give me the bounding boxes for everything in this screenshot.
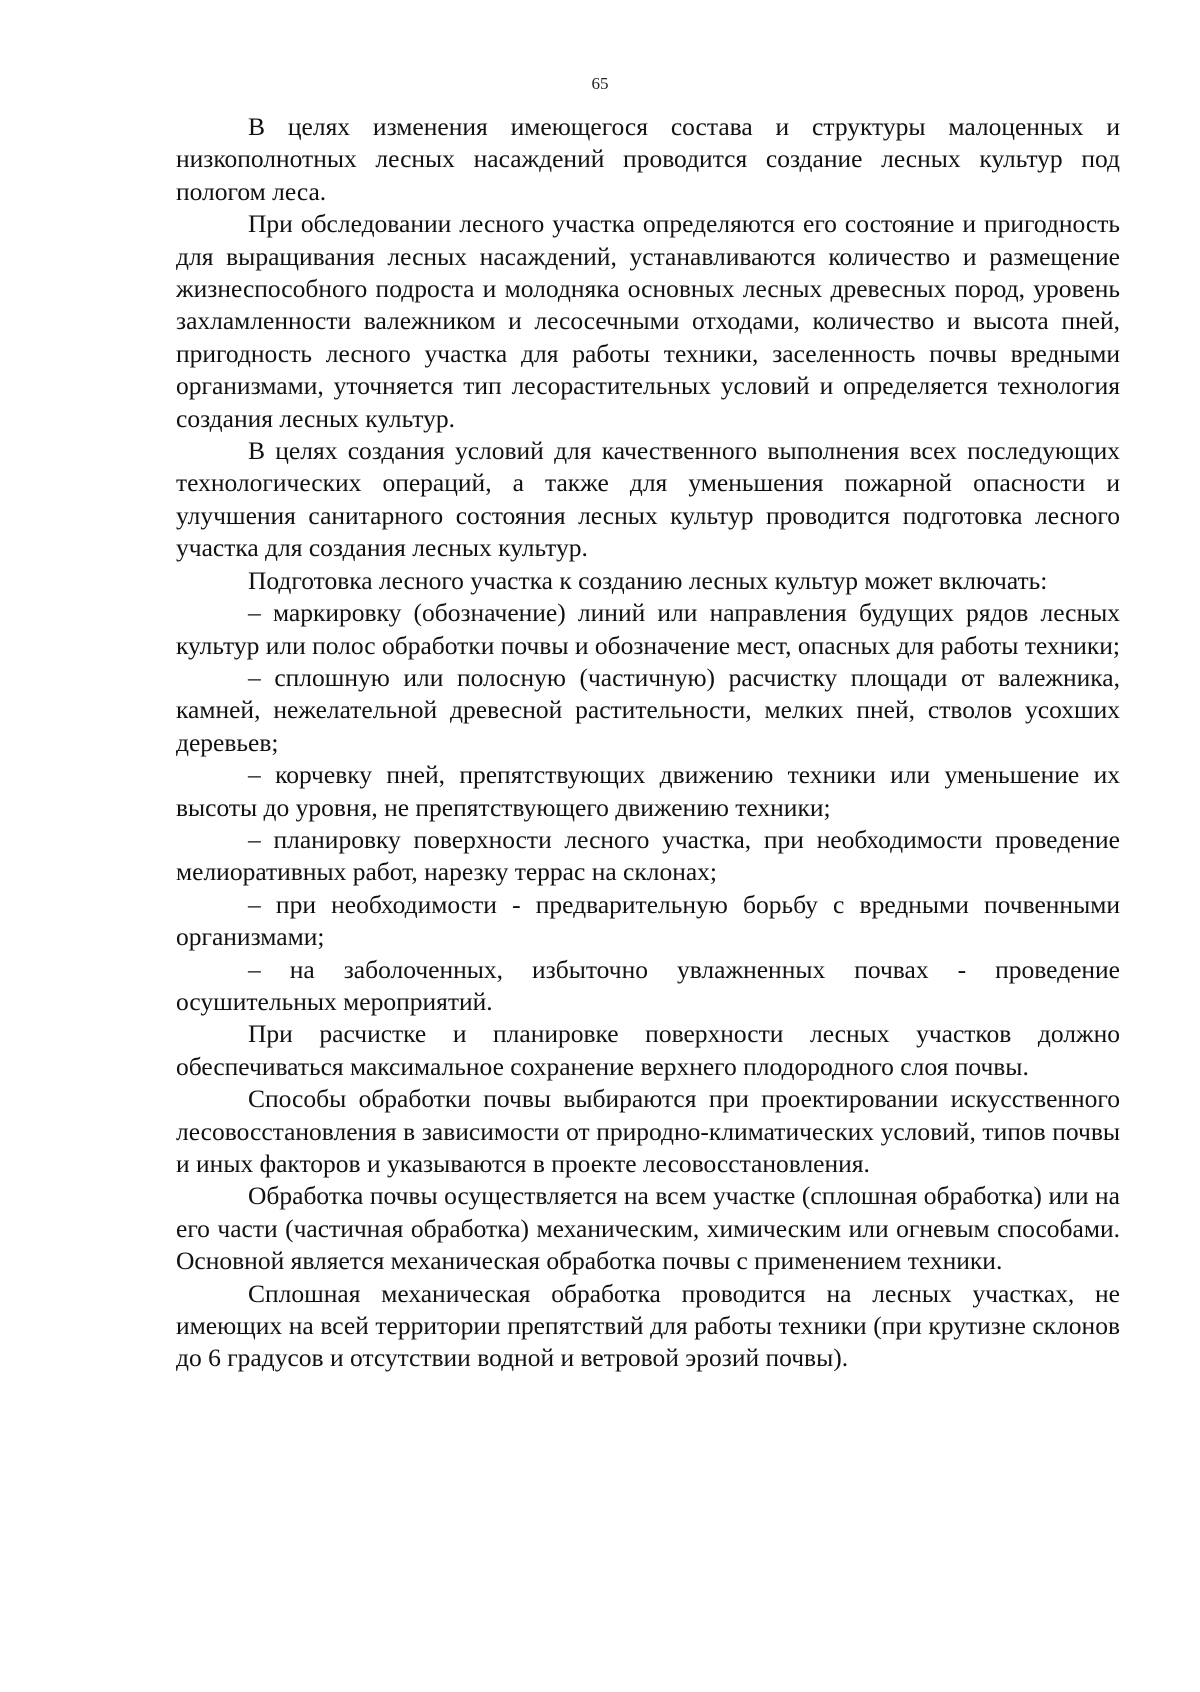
- list-item-pest-control: – при необходимости - предварительную борьбу с вредными почвенными организмами;: [176, 889, 1120, 952]
- document-body: [176, 111, 1120, 1375]
- list-item-uprooting: – корчевку пней, препятствующих движению техники или уменьшение их высоты до уровня, не препятствующего движению техники;: [176, 760, 1120, 822]
- paragraph-4: Подготовка лесного участка к созданию лесных культур может включать:: [248, 565, 1048, 595]
- paragraph-6: Способы обработки почвы выбираются при проектировании искусственного лесовосстановления в зависимости от природно-климатических условий, типов почвы и иных факторов и указываются в проекте лесовосстановления.: [176, 1084, 1120, 1178]
- list-item-marking: – маркировку (обозначение) линий или направления будущих рядов лесных культур или полос обработки почвы и обозначение мест, опасных для работы техники;: [176, 598, 1120, 660]
- paragraph-1: В целях изменения имеющегося состава и структуры малоценных и низкополнотных лесных насаждений проводится создание лесных культур под пологом леса.: [176, 112, 1120, 206]
- paragraph-7: Обработка почвы осуществляется на всем участке (сплошная обработка) или на его части (частичная обработка) механическим, химическим или огневым способами. Основной является механическая обработка почвы с применением техники.: [176, 1181, 1120, 1276]
- paragraph-5: При расчистке и планировке поверхности лесных участков должно обеспечиваться максимальное сохранение верхнего плодородного слоя почвы.: [176, 1019, 1120, 1081]
- page-number: 65: [591, 74, 609, 93]
- list-item-clearing: – сплошную или полосную (частичную) расчистку площади от валежника, камней, нежелательной древесной растительности, мелких пней, стволов усохших деревьев;: [176, 662, 1120, 757]
- list-item-planning: – планировку поверхности лесного участка, при необходимости проведение мелиоративных работ, нарезку террас на склонах;: [176, 824, 1120, 887]
- paragraph-2: При обследовании лесного участка определяются его состояние и пригодность для выращивания лесных насаждений, устанавливаются количество и размещение жизнеспособного подроста и молодняка основных лесных древесных пород, уровень захламленности валежником и лесосечными отходами, количество и высота пней, пригодность лесного участка для работы техники, заселенность почвы вредными организмами, уточняется тип лесорастительных условий и определяется технология создания лесных культур.: [176, 209, 1120, 433]
- paragraph-3: В целях создания условий для качественного выполнения всех последующих технологических операций, а также для уменьшения пожарной опасности и улучшения санитарного состояния лесных культур проводится подготовка лесного участка для создания лесных культур.: [176, 436, 1120, 563]
- paragraph-8: Сплошная механическая обработка проводится на лесных участках, не имеющих на всей территории препятствий для работы техники (при крутизне склонов до 6 градусов и отсутствии водной и ветровой эрозий почвы).: [176, 1278, 1120, 1373]
- list-item-drainage: – на заболоченных, избыточно увлажненных почвах - проведение осушительных мероприятий.: [176, 954, 1120, 1016]
